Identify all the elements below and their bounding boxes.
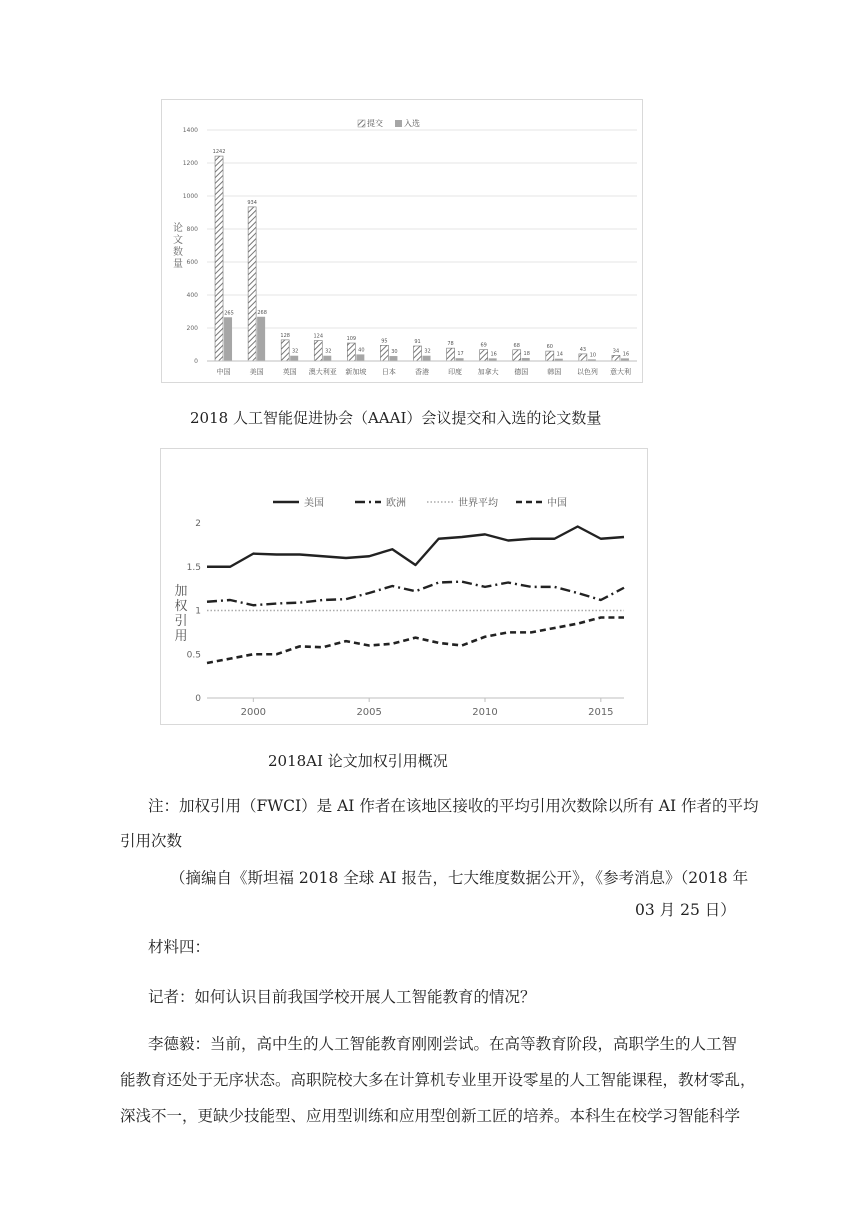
data-label-submitted: 34	[612, 348, 620, 355]
bar-submitted	[546, 351, 554, 361]
data-label-accepted: 32	[292, 348, 299, 355]
y-axis-label: 数	[173, 247, 183, 258]
note-line-2: 引用次数	[120, 832, 183, 850]
x-tick-label: 以色列	[576, 368, 598, 376]
y-axis-label: 权	[174, 599, 188, 614]
x-tick-label: 2010	[472, 707, 498, 718]
series-line-solid	[207, 527, 624, 567]
material-four-heading: 材料四：	[148, 938, 211, 956]
legend-label-accepted: 入选	[404, 119, 420, 128]
data-label-accepted: 40	[358, 347, 365, 354]
data-label-submitted: 78	[447, 341, 454, 348]
fwci-line-chart	[160, 448, 648, 725]
bar-submitted	[314, 341, 322, 361]
data-label-submitted: 128	[280, 332, 290, 339]
data-label-submitted: 1242	[212, 149, 226, 156]
legend-swatch-submitted	[358, 120, 365, 127]
data-label-submitted: 68	[513, 342, 520, 349]
y-axis-label: 文	[173, 235, 183, 246]
y-axis-label: 加	[174, 584, 188, 599]
x-tick-label: 香港	[415, 368, 429, 376]
li-answer-line-3: 深浅不一，更缺少技能型、应用型训练和应用型创新工匠的培养。本科生在校学习智能科学	[120, 1107, 741, 1125]
li-answer-line-1: 李德毅：当前，高中生的人工智能教育刚刚尝试。在高等教育阶段，高职学生的人工智	[148, 1035, 738, 1053]
y-tick-label: 400	[186, 292, 198, 299]
legend-label-submitted: 提交	[367, 119, 383, 128]
data-label-submitted: 91	[414, 338, 421, 345]
y-axis-label: 论	[173, 223, 183, 234]
series-line-dashdot	[207, 582, 624, 606]
note-line-1: 注：加权引用（FWCI）是 AI 作者在该地区接收的平均引用次数除以所有 AI 作者的平均	[148, 797, 759, 815]
legend-label: 世界平均	[458, 498, 498, 509]
li-answer-line-2: 能教育还处于无序状态。高职院校大多在计算机专业里开设零星的人工智能课程，教材零乱，	[120, 1071, 756, 1089]
x-tick-label: 加拿大	[477, 368, 499, 376]
y-tick-label: 600	[186, 259, 198, 266]
x-tick-label: 德国	[514, 368, 529, 376]
data-label-accepted: 17	[457, 351, 464, 358]
y-axis-label: 引	[174, 614, 188, 629]
data-label-submitted: 60	[546, 344, 553, 351]
bar-submitted	[414, 346, 422, 361]
source-line-2: 03 月 25 日）	[635, 901, 736, 919]
data-label-accepted: 30	[391, 349, 398, 356]
y-tick-label: 1200	[182, 160, 198, 167]
x-tick-label: 新加坡	[345, 368, 367, 376]
source-line-1: （摘编自《斯坦福 2018 全球 AI 报告，七大维度数据公开》，《参考消息》（2018 年	[170, 869, 749, 887]
y-tick-label: 2	[195, 519, 201, 529]
data-label-accepted: 265	[224, 310, 234, 317]
y-tick-label: 800	[186, 226, 198, 233]
data-label-accepted: 16	[622, 351, 630, 358]
data-label-submitted: 109	[346, 336, 357, 343]
data-label-accepted: 268	[257, 309, 267, 316]
legend-label: 欧洲	[386, 498, 406, 509]
data-label-submitted: 69	[480, 342, 487, 349]
data-label-accepted: 32	[424, 348, 431, 355]
x-tick-label: 英国	[282, 368, 297, 376]
bar-submitted	[248, 207, 256, 361]
data-label-accepted: 16	[490, 351, 497, 358]
bar-accepted	[423, 356, 431, 361]
data-label-submitted: 934	[247, 199, 257, 206]
x-tick-label: 澳大利亚	[308, 368, 337, 376]
y-axis-label: 量	[173, 259, 183, 270]
y-tick-label: 1	[195, 606, 201, 617]
y-tick-label: 1400	[182, 127, 198, 134]
bar-accepted	[257, 317, 265, 361]
figure2-caption: 2018AI 论文加权引用概况	[268, 752, 448, 770]
bar-submitted	[579, 354, 587, 361]
x-tick-label: 韩国	[547, 368, 562, 376]
y-tick-label: 200	[186, 325, 198, 332]
data-label-accepted: 10	[589, 352, 597, 359]
bar-submitted	[281, 340, 289, 361]
x-tick-label: 2015	[588, 707, 614, 718]
bar-accepted	[356, 354, 364, 361]
data-label-accepted: 32	[325, 348, 332, 355]
data-label-submitted: 43	[579, 346, 587, 353]
bar-accepted	[224, 317, 232, 361]
series-line-dashed	[207, 618, 624, 664]
y-tick-label: 1000	[182, 193, 198, 200]
aaai-bar-chart	[161, 99, 643, 383]
x-tick-label: 意大利	[609, 368, 631, 376]
legend-swatch-accepted	[395, 120, 402, 127]
bar-submitted	[215, 156, 223, 361]
bar-accepted	[323, 356, 331, 361]
figure1-caption: 2018 人工智能促进协会（AAAI）会议提交和入选的论文数量	[190, 409, 602, 427]
reporter-question: 记者：如何认识目前我国学校开展人工智能教育的情况？	[148, 988, 536, 1006]
y-tick-label: 0.5	[186, 650, 201, 661]
x-tick-label: 日本	[381, 368, 396, 376]
bar-submitted	[480, 350, 488, 361]
line-chart-svg	[161, 449, 647, 724]
bar-submitted	[513, 350, 521, 361]
data-label-accepted: 18	[523, 351, 530, 358]
y-tick-label: 0	[194, 358, 198, 365]
y-tick-label: 0	[195, 694, 201, 704]
bar-chart-svg	[162, 100, 642, 382]
bar-submitted	[612, 355, 620, 361]
data-label-submitted: 124	[313, 333, 324, 340]
bar-submitted	[447, 348, 455, 361]
bar-submitted	[380, 345, 388, 361]
y-tick-label: 1.5	[186, 562, 201, 573]
data-label-submitted: 95	[381, 338, 388, 345]
legend-label: 中国	[547, 498, 567, 509]
bar-accepted	[290, 356, 298, 361]
x-tick-label: 印度	[448, 368, 463, 376]
bar-submitted	[347, 343, 355, 361]
x-tick-label: 2000	[240, 707, 267, 718]
bar-accepted	[389, 356, 397, 361]
x-tick-label: 中国	[216, 368, 231, 376]
y-axis-label: 用	[174, 629, 188, 644]
data-label-accepted: 14	[556, 351, 563, 358]
x-tick-label: 美国	[249, 368, 264, 376]
x-tick-label: 2005	[356, 707, 382, 718]
legend-label: 美国	[304, 498, 324, 509]
